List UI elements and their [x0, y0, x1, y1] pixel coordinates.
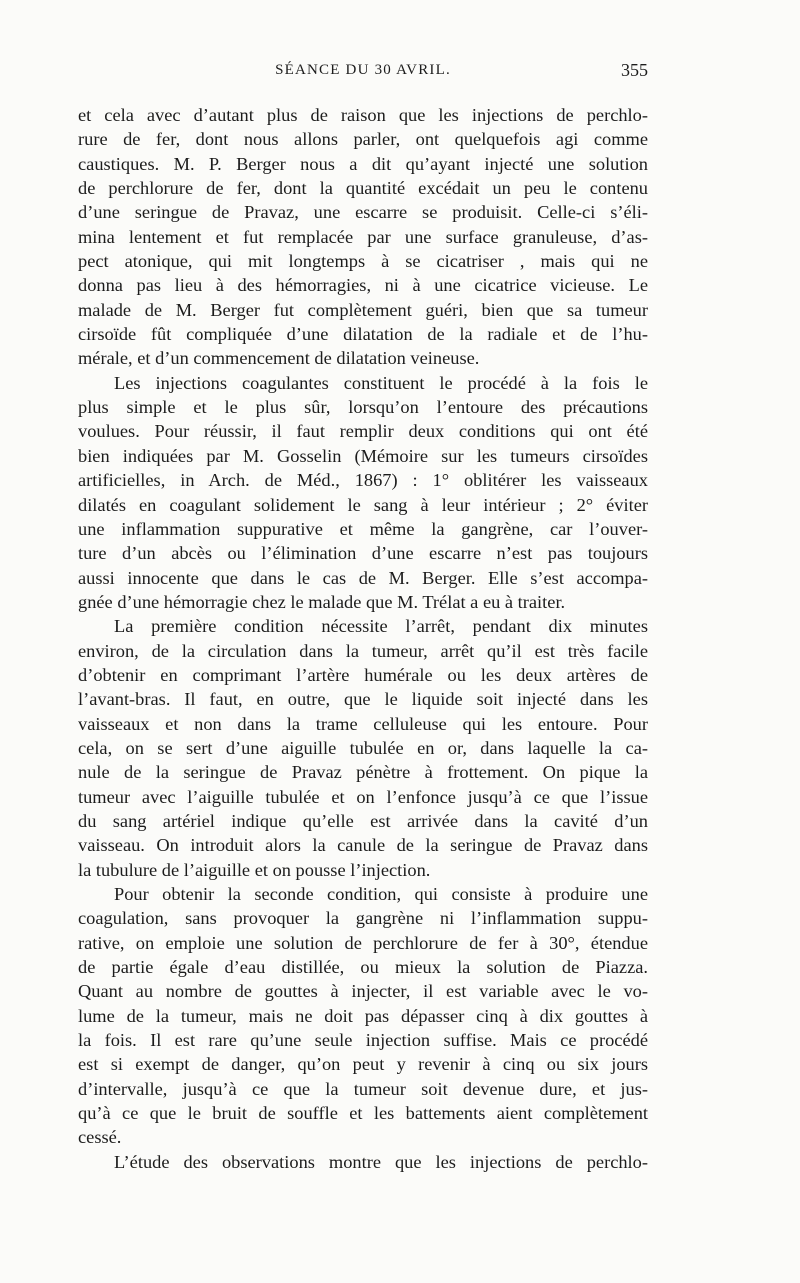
text-line: la fois. Il est rare qu’une seule injection suffise. Mais ce procédé: [78, 1030, 648, 1051]
text-line: L’étude des observations montre que les injections de perchlo-: [114, 1151, 648, 1172]
text-line: ture d’un abcès ou l’élimination d’une escarre n’est pas toujours: [78, 543, 648, 564]
text-line: cela, on se sert d’une aiguille tubulée en or, dans laquelle la ca-: [78, 737, 648, 758]
text-line: voulues. Pour réussir, il faut remplir deux conditions qui ont été: [78, 421, 648, 442]
page-number: 355: [621, 60, 648, 80]
body-text: [78, 103, 648, 1174]
text-line: coagulation, sans provoquer la gangrène ni l’inflammation suppu-: [78, 908, 648, 929]
text-line: nule de la seringue de Pravaz pénètre à frottement. On pique la: [78, 762, 648, 783]
text-line: gnée d’une hémorragie chez le malade que M. Trélat a eu à traiter.: [78, 591, 566, 612]
text-line: artificielles, in Arch. de Méd., 1867) : 1° oblitérer les vaisseaux: [78, 470, 648, 491]
text-line: mérale, et d’un commencement de dilatation veineuse.: [78, 348, 480, 369]
text-line: vaisseaux et non dans la trame celluleuse qui les entoure. Pour: [78, 713, 648, 734]
text-line: une inflammation suppurative et même la gangrène, car l’ouver-: [78, 518, 648, 539]
text-line: la tubulure de l’aiguille et on pousse l’injection.: [78, 859, 431, 880]
text-line: rative, on emploie une solution de perchlorure de fer à 30°, étendue: [78, 932, 648, 953]
text-line: d’obtenir en comprimant l’artère humérale ou les deux artères de: [78, 664, 648, 685]
text-line: de partie égale d’eau distillée, ou mieux la solution de Piazza.: [78, 957, 648, 978]
text-line: et cela avec d’autant plus de raison que les injections de perchlo-: [78, 105, 648, 125]
text-line: cirsoïde fût compliquée d’une dilatation de la radiale et de l’hu-: [78, 324, 648, 345]
text-line: bien indiquées par M. Gosselin (Mémoire sur les tumeurs cirsoïdes: [78, 445, 648, 466]
running-head: SÉANCE DU 30 AVRIL.: [275, 62, 451, 78]
text-line: environ, de la circulation dans la tumeur, arrêt qu’il est très facile: [78, 640, 648, 661]
text-line: mina lentement et fut remplacée par une surface granuleuse, d’as-: [78, 226, 648, 247]
text-line: tumeur avec l’aiguille tubulée et on l’enfonce jusqu’à ce que l’issue: [78, 786, 648, 807]
text-line: cessé.: [78, 1127, 122, 1148]
text-line: plus simple et le plus sûr, lorsqu’on l’entoure des précautions: [78, 397, 648, 418]
text-line: Quant au nombre de gouttes à injecter, il est variable avec le vo-: [78, 981, 648, 1002]
text-line: lume de la tumeur, mais ne doit pas dépasser cinq à dix gouttes à: [78, 1005, 648, 1026]
text-line: l’avant-bras. Il faut, en outre, que le liquide soit injecté dans les: [78, 689, 648, 710]
page-header: [78, 62, 648, 86]
text-line: caustiques. M. P. Berger nous a dit qu’ayant injecté une solution: [78, 153, 648, 174]
text-line: de perchlorure de fer, dont la quantité excédait un peu le contenu: [78, 178, 648, 199]
text-line: Pour obtenir la seconde condition, qui consiste à produire une: [114, 884, 648, 904]
text-line: qu’à ce que le bruit de souffle et les battements aient complètement: [78, 1103, 648, 1124]
text-line: Les injections coagulantes constituent le procédé à la fois le: [114, 372, 648, 393]
text-line: donna pas lieu à des hémorragies, ni à une cicatrice vicieuse. Le: [78, 275, 648, 296]
text-line: pect atonique, qui mit longtemps à se cicatriser , mais qui ne: [78, 251, 648, 272]
text-line: La première condition nécessite l’arrêt, pendant dix minutes: [114, 616, 648, 637]
text-line: rure de fer, dont nous allons parler, ont quelquefois agi comme: [78, 129, 648, 150]
text-line: est si exempt de danger, qu’on peut y revenir à cinq ou six jours: [78, 1054, 648, 1075]
text-line: dilatés en coagulant solidement le sang à leur intérieur ; 2° éviter: [78, 494, 648, 515]
text-line: vaisseau. On introduit alors la canule de la seringue de Pravaz dans: [78, 835, 648, 856]
text-line: du sang artériel indique qu’elle est arrivée dans la cavité d’un: [78, 810, 648, 831]
text-line: malade de M. Berger fut complètement guéri, bien que sa tumeur: [78, 299, 648, 320]
text-line: d’intervalle, jusqu’à ce que la tumeur soit devenue dure, et jus-: [78, 1078, 648, 1099]
text-line: d’une seringue de Pravaz, une escarre se produisit. Celle-ci s’éli-: [78, 202, 648, 223]
text-line: aussi innocente que dans le cas de M. Berger. Elle s’est accompa-: [78, 567, 648, 588]
